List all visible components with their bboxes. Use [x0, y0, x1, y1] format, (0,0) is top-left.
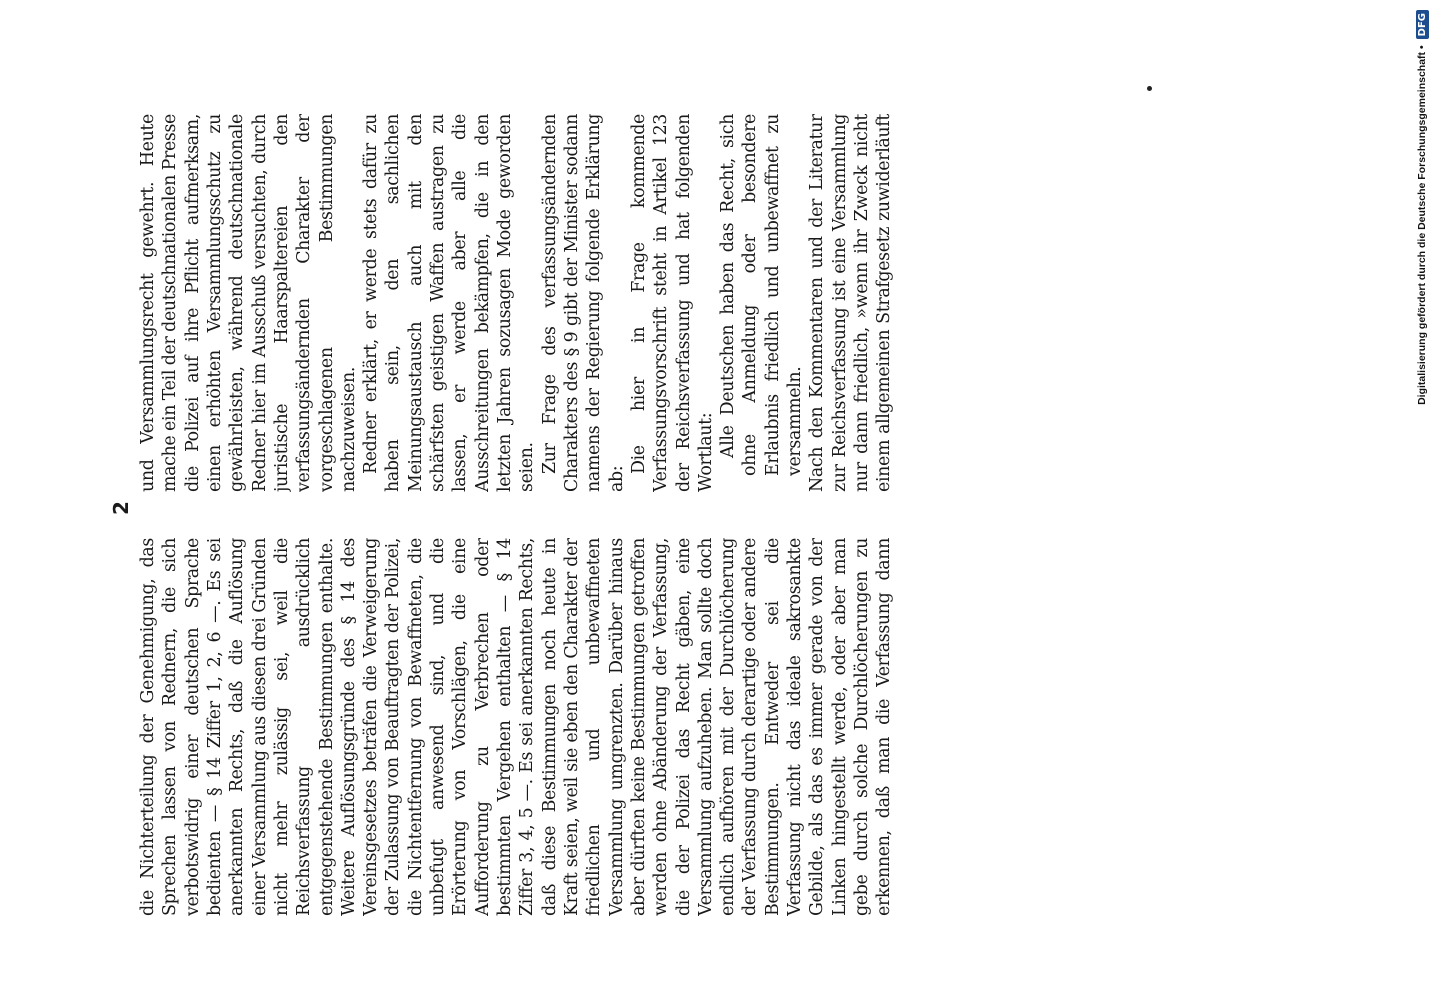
credit-text: Digitalisierung gefördert durch die Deutsche Forschungsgemeinschaft •: [1416, 45, 1428, 405]
dfg-logo: DFG: [1416, 10, 1429, 39]
right-column: [137, 114, 897, 492]
paragraph: Die hier in Frage kommende Verfassungsvorschrift steht in Artikel 123 der Reichsverfassung und hat folgenden Wortlaut:: [628, 114, 716, 492]
paragraph: Zur Frage des verfassungsändernden Charakters des § 9 gibt der Minister sodann namens der Regierung folgende Erklärung ab:: [539, 114, 627, 492]
paragraph: Nach den Kommentaren und der Literatur zur Reichsverfassung ist eine Versammlung nur dann friedlich, »wenn ihr Zweck nicht einem allgemeinen Strafgesetz zuwiderläuft: [807, 114, 895, 492]
page-number: 2: [109, 501, 133, 515]
left-column: [137, 538, 897, 916]
paragraph: und Versammlungsrecht gewehrt. Heute mache ein Teil der deutschnationalen Presse die Polizei auf ihre Pflicht aufmerksam, einen erhöhten Versammlungsschutz zu gewährleisten, während deutschnationale Redner hier im Ausschuß versuchten, durch juristische Haarspaltereien den verfassungsändernden Charakter der vorgeschlagenen Bestimmungen nachzuweisen.: [138, 114, 359, 492]
digitization-credit: [1408, 10, 1434, 990]
paragraph: die Nichterteilung der Genehmigung, das Sprechen lassen von Rednern, die sich verbotswidrig einer deutschen Sprache bedienten — § 14 Ziffer 1, 2, 6 —. Es sei anerkannten Rechts, daß die Auflösung einer Versammlung aus diesen drei Gründen nicht mehr zulässig sei, weil die Reichsverfassung ausdrücklich entgegenstehende Bestimmungen enthalte. Weitere Auflösungsgründe des § 14 des Vereinsgesetzes beträfen die Verweigerung der Zulassung von Beauftragten der Polizei, die Nichtentfernung von Bewaffneten, die unbefugt anwesend sind, und die Erörterung von Vorschlägen, die eine Aufforderung zu Verbrechen oder bestimmten Vergehen enthalten — § 14 Ziffer 3, 4, 5 —. Es sei anerkannten Rechts, daß diese Bestimmungen noch heute in Kraft seien, weil sie eben den Charakter der friedlichen und unbewaffneten Versammlung umgrenzten. Darüber hinaus aber dürften keine Bestimmungen getroffen werden ohne Abänderung der Verfassung, die der Polizei das Recht gäben, eine Versammlung aufzuheben. Man sollte doch endlich aufhören mit der Durchlöcherung der Verfassung durch derartige oder andere Bestimmungen. Entweder sei die Verfassung nicht das ideale sakrosankte Gebilde, als das es immer gerade von der Linken hingestellt werde, oder aber man gebe durch solche Durchlöcherungen zu erkennen, daß man die Verfassung dann: [138, 538, 895, 916]
quoted-paragraph: Alle Deutschen haben das Recht, sich ohne Anmeldung oder besondere Erlaubnis friedlich und unbewaffnet zu versammeln.: [718, 114, 806, 476]
scan-speck: [1147, 86, 1152, 91]
rotated-page: [109, 0, 1355, 1000]
paragraph: Redner erklärt, er werde stets dafür zu haben sein, den sachlichen Meinungsaustausch auch mit den schärfsten geistigen Waffen austragen zu lassen, er werde aber alle die Ausschreitungen bekämpfen, die in den letzten Jahren sozusagen Mode geworden seien.: [361, 114, 538, 492]
